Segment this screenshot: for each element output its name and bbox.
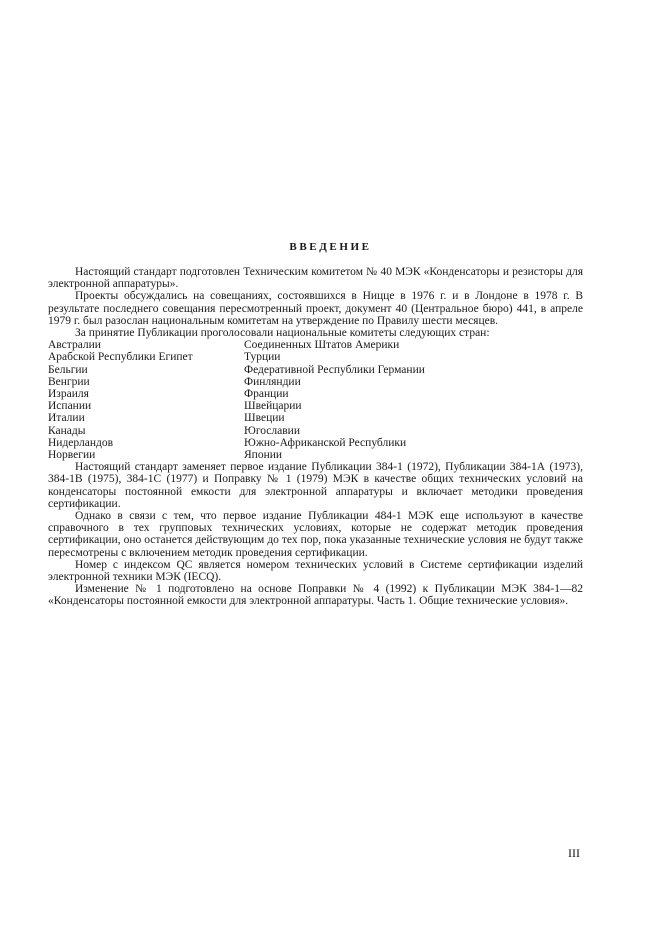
country-list [48,339,583,461]
country-list-item: Японии [244,449,283,462]
country-list-item: Бельгии [48,363,88,376]
country-list-item: Канады [48,424,86,437]
country-list-item: Швеции [244,412,285,425]
document-body [48,266,583,608]
paragraph-reference: Однако в связи с тем, что первое издание Публикации 484-1 МЭК еще используют в качестве справочного в тех групповых технических условиях, которые не содержат методик проведения сертификации, оно останется действующим до тех пор, пока указанные технические условия не будут также пересмотрены с включением методик проведения сертификации. [48,510,583,559]
country-list-item: Финляндии [244,375,301,388]
page-number: III [568,846,580,860]
country-list-item: Италии [48,412,85,425]
country-list-item: Арабской Республики Египет [48,351,193,364]
paragraph-voting: За принятие Публикации проголосовали национальные комитеты следующих стран: [75,327,490,340]
country-list-item: Швейцарии [244,400,302,413]
paragraph-amendment: Изменение № 1 подготовлено на основе Поправки № 4 (1992) к Публикации МЭК 384-1—82 «Конденсаторы постоянной емкости для электронной аппаратуры. Часть 1. Общие технические условия». [48,583,583,608]
country-list-item: Турции [244,351,281,364]
country-list-item: Испании [48,400,92,413]
paragraph-meetings: Проекты обсуждались на совещаниях, состоявшихся в Ницце в 1976 г. и в Лондоне в 1978 г. В результате последнего совещания пересмотренный проект, документ 40 (Центральное бюро) 441, в апреле 1979 г. был разослан национальным комитетам на утверждение по Правилу шести месяцев. [48,290,583,327]
country-list-item: Франции [244,388,289,401]
country-list-item: Федеративной Республики Германии [244,363,425,376]
paragraph-qc-index: Номер с индексом QC является номером технических условий в Системе сертификации изделий электронной техники МЭК (IECQ). [48,558,583,584]
country-list-item: Венгрии [48,375,90,388]
country-list-item: Соединенных Штатов Америки [244,339,400,352]
paragraph-committee: Настоящий стандарт подготовлен Техническим комитетом № 40 МЭК «Конденсаторы и резисторы для электронной аппаратуры». [48,266,583,291]
country-list-item: Югославии [244,424,300,437]
country-list-item: Нидерландов [48,436,114,449]
country-list-item: Австралии [48,339,101,352]
country-list-item: Норвегии [48,449,96,462]
country-list-item: Израиля [48,388,89,401]
paragraph-replacement: Настоящий стандарт заменяет первое издание Публикации 384-1 (1972), Публикации 384-1А (1973), 384-1В (1975), 384-1С (1977) и Поправку № 1 (1979) МЭК в качестве общих технических условий на конденсаторы постоянной емкости для электронной аппаратуры и включает методики проведения сертификации. [48,461,583,510]
country-list-item: Южно-Африканской Республики [244,436,407,449]
page-title: ВВЕДЕНИЕ [289,241,372,253]
